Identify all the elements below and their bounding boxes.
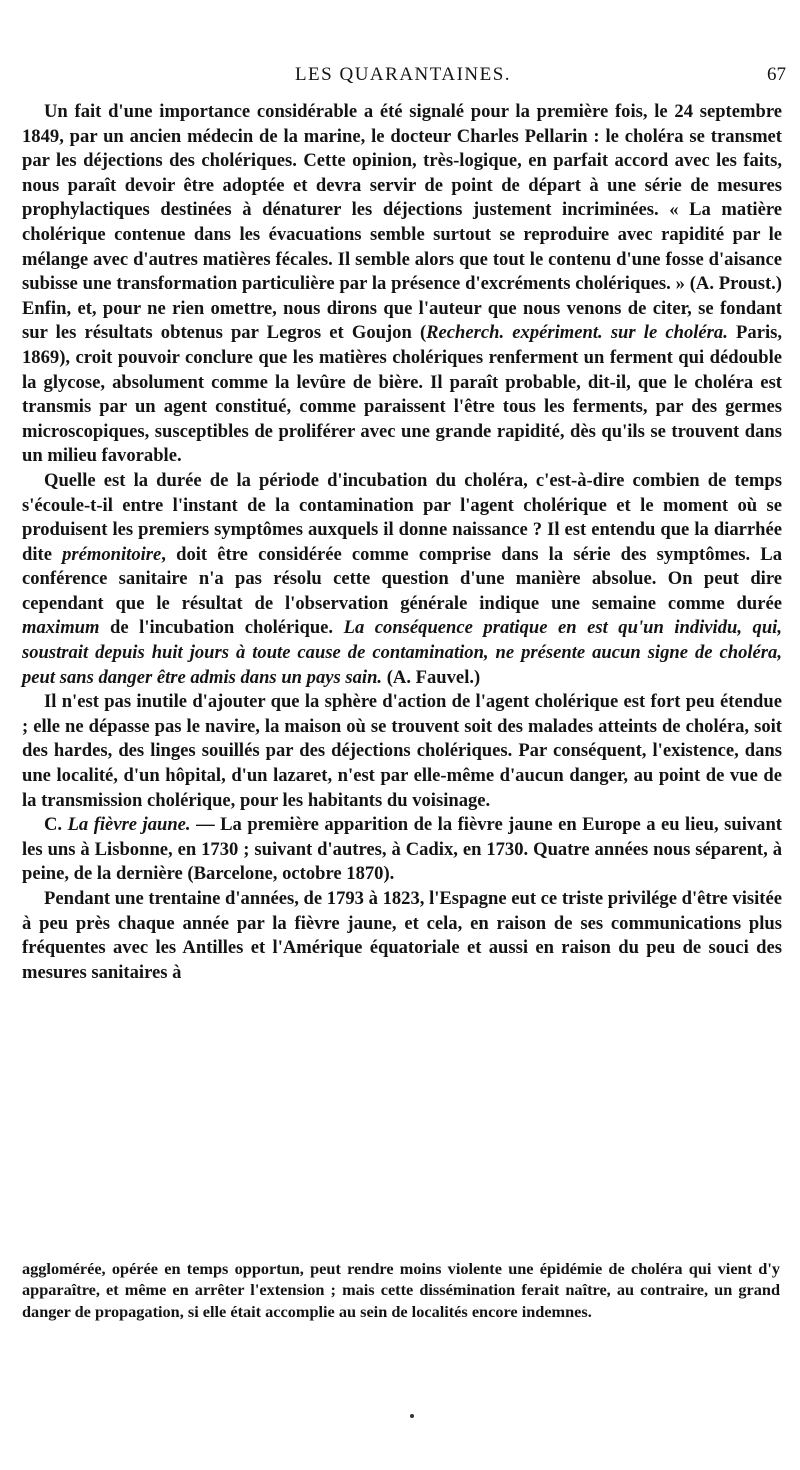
paragraph-text: , doit être considérée comme comprise dans la série des symptômes. La conférence sanitaire n'a pas résolu cette question d'une manière absolue. On peut dire cependant que le résultat de l'observation générale indique une semaine comme durée bbox=[22, 543, 782, 614]
paragraph-text: (A. Fauvel.) bbox=[382, 666, 481, 688]
italic-quote: La conséquence pratique en est qu'un individu, qui, soustrait depuis huit jours à toute cause de contamination, ne présente aucun signe de choléra, peut sans danger être admis dans un pays sain. bbox=[22, 617, 782, 688]
paragraph-text: de l'incubation cholérique. bbox=[99, 617, 344, 639]
paragraph-text: Un fait d'une importance considérable a été signalé pour la première fois, le 24 septembre 1849, par un ancien médecin de la marine, le docteur Charles Pellarin : le choléra se transmet par les déjections des cholériques. Cette opinion, très-logique, en parfait accord avec les faits, nous paraît devoir être adoptée et devra servir de point de départ à une série de mesures prophylactiques destinées à dénaturer les déjections justement incriminées. « La matière cholérique contenue dans les évacuations semble surtout se reproduire avec rapidité par le mélange avec d'autres matières fécales. Il semble alors que tout le contenu d'une fosse d'aisance subisse une transformation particulière par la présence d'excréments cholériques. » (A. Proust.) Enfin, et, pour ne rien omettre, nous dirons que l'auteur que nous venons de citer, se fondant sur les résultats obtenus par Legros et Goujon ( bbox=[22, 101, 782, 344]
paragraph-text: Quelle est la durée de la période d'incubation du choléra, c'est-à-dire combien de temps s'écoule-t-il entre l'instant de la contamination par l'agent cholérique et le moment où se produisent les premiers symptômes auxquels il donne naissance ? Il est entendu que la diarrhée dite bbox=[22, 469, 782, 565]
footnote bbox=[22, 1258, 780, 1322]
paragraph-text: Pendant une trentaine d'années, de 1793 à 1823, l'Espagne eut ce triste privilége d'être visitée à peu près chaque année par la fièvre jaune, et cela, en raison de ses communications plus fréquentes avec les Antilles et l'Amérique équatoriale et aussi en raison du peu de souci des mesures sanitaires à bbox=[22, 888, 782, 983]
footnote-text: agglomérée, opérée en temps opportun, peut rendre moins violente une épidémie de choléra qui vient d'y apparaître, et même en arrêter l'extension ; mais cette dissémination ferait naître, au contraire, un grand danger de propagation, si elle était accomplie au sein de localités encore indemnes. bbox=[22, 1259, 780, 1321]
paragraph-pellarin bbox=[22, 100, 782, 469]
italic-term: prémonitoire bbox=[62, 543, 162, 565]
paragraph-fievre-jaune bbox=[22, 813, 782, 887]
paragraph-sphere bbox=[22, 690, 782, 813]
page-header bbox=[20, 64, 786, 90]
paragraph-espagne bbox=[22, 887, 782, 985]
citation-title: Recherch. expériment. sur le choléra. bbox=[426, 322, 728, 344]
ink-speck bbox=[410, 1414, 414, 1418]
paragraph-text: — La première apparition de la fièvre jaune en Europe a eu lieu, suivant les uns à Lisbonne, en 1730 ; suivant d'autres, à Cadix, en 1730. Quatre années nous séparent, à peine, de la dernière (Barcelone, octobre 1870). bbox=[22, 814, 782, 885]
italic-term: maximum bbox=[22, 617, 100, 639]
section-letter: C. bbox=[44, 814, 68, 836]
body-text bbox=[22, 100, 782, 985]
page-number: 67 bbox=[767, 64, 786, 85]
running-head: LES QUARANTAINES. bbox=[294, 64, 512, 85]
paragraph-incubation bbox=[22, 469, 782, 690]
paragraph-text: Paris, 1869), croit pouvoir conclure que les matières cholériques renferment un ferment qui dédouble la glycose, absolument comme la levûre de bière. Il paraît probable, dit-il, que le choléra est transmis par un agent constitué, comme paraissent l'être tous les ferments, par des germes microscopiques, susceptibles de proliférer avec une grande rapidité, dès qu'ils se trouvent dans un milieu favorable. bbox=[22, 322, 782, 467]
paragraph-text: Il n'est pas inutile d'ajouter que la sphère d'action de l'agent cholérique est fort peu étendue ; elle ne dépasse pas le navire, la maison où se trouvent soit des malades atteints de choléra, soit des hardes, des linges souillés par des déjections cholériques. Par conséquent, l'existence, dans une localité, d'un hôpital, d'un lazaret, n'est par elle-même d'aucun danger, au point de vue de la transmission cholérique, pour les habitants du voisinage. bbox=[22, 691, 782, 811]
section-heading: La fièvre jaune. bbox=[67, 814, 191, 836]
